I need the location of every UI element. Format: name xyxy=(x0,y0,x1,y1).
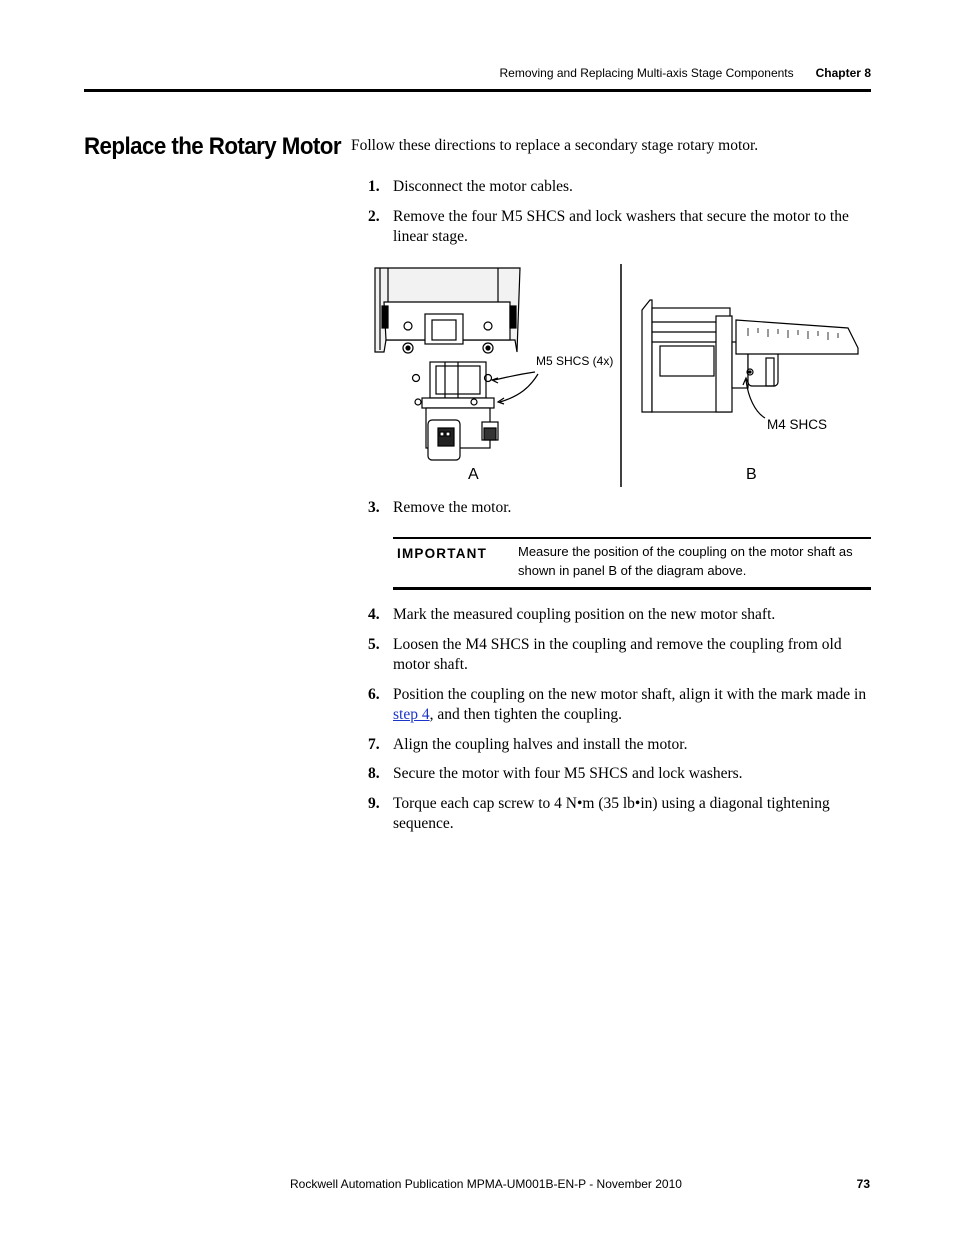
motor-removal-figure xyxy=(370,262,870,490)
header-chapter: Chapter 8 xyxy=(815,66,871,80)
panel-label-a: A xyxy=(468,466,479,483)
important-text: Measure the position of the coupling on the motor shaft as shown in panel B of the diagram above. xyxy=(518,544,853,578)
step-7 xyxy=(368,735,871,755)
coupling-side-view xyxy=(642,300,858,412)
step-number: 2. xyxy=(368,208,380,225)
step-9 xyxy=(368,794,871,834)
step-5 xyxy=(368,635,871,675)
linear-stage-housing xyxy=(375,268,520,353)
step-text: Align the coupling halves and install the motor. xyxy=(393,736,688,753)
step-text: Disconnect the motor cables. xyxy=(393,178,573,195)
step-2 xyxy=(368,207,871,247)
step-text-start: Position the coupling on the new motor shaft, align it with the mark made in xyxy=(393,686,867,703)
important-note xyxy=(393,537,871,590)
step-text-end: , and then tighten the coupling. xyxy=(429,706,623,723)
step-text: Torque each cap screw to 4 N•m (35 lb•in) using a diagonal tightening sequence. xyxy=(393,795,830,832)
callout-arrowhead xyxy=(492,378,498,383)
step-text: Remove the motor. xyxy=(393,499,512,516)
step-text: Secure the motor with four M5 SHCS and lock washers. xyxy=(393,765,743,782)
step-number: 3. xyxy=(368,499,380,516)
step-4-link[interactable]: step 4 xyxy=(393,706,430,723)
step-number: 1. xyxy=(368,178,380,195)
panel-label-b: B xyxy=(746,466,757,483)
step-number: 6. xyxy=(368,686,380,703)
figure-illustration xyxy=(370,262,870,490)
running-header xyxy=(499,66,871,80)
step-4 xyxy=(368,605,871,625)
callout-arrow xyxy=(500,374,538,402)
step-number: 5. xyxy=(368,636,380,653)
step-number: 4. xyxy=(368,606,380,623)
important-label: IMPORTANT xyxy=(397,546,488,561)
step-text: Remove the four M5 SHCS and lock washers that secure the motor to the linear stage. xyxy=(393,208,849,245)
callout-arrow xyxy=(494,372,535,380)
step-text: Mark the measured coupling position on the new motor shaft. xyxy=(393,606,776,623)
rotary-motor xyxy=(413,362,499,460)
header-section-title: Removing and Replacing Multi-axis Stage Components xyxy=(499,66,794,80)
step-number: 8. xyxy=(368,765,380,782)
step-text xyxy=(393,685,871,725)
callout-m4-shcs: M4 SHCS xyxy=(767,417,828,432)
callout-m5-shcs: M5 SHCS (4x) xyxy=(536,354,614,368)
page-number: 73 xyxy=(856,1177,870,1191)
step-number: 7. xyxy=(368,736,380,753)
intro-paragraph: Follow these directions to replace a secondary stage rotary motor. xyxy=(351,137,759,154)
step-number: 9. xyxy=(368,795,380,812)
footer-publication: Rockwell Automation Publication MPMA-UM001B-EN-P - November 2010 xyxy=(290,1177,682,1191)
step-8 xyxy=(368,764,871,784)
step-3 xyxy=(368,498,871,518)
step-6 xyxy=(368,685,871,725)
section-title: Replace the Rotary Motor xyxy=(84,133,341,160)
header-rule xyxy=(84,89,871,92)
step-1 xyxy=(368,177,871,197)
step-text: Loosen the M4 SHCS in the coupling and remove the coupling from old motor shaft. xyxy=(393,636,842,673)
